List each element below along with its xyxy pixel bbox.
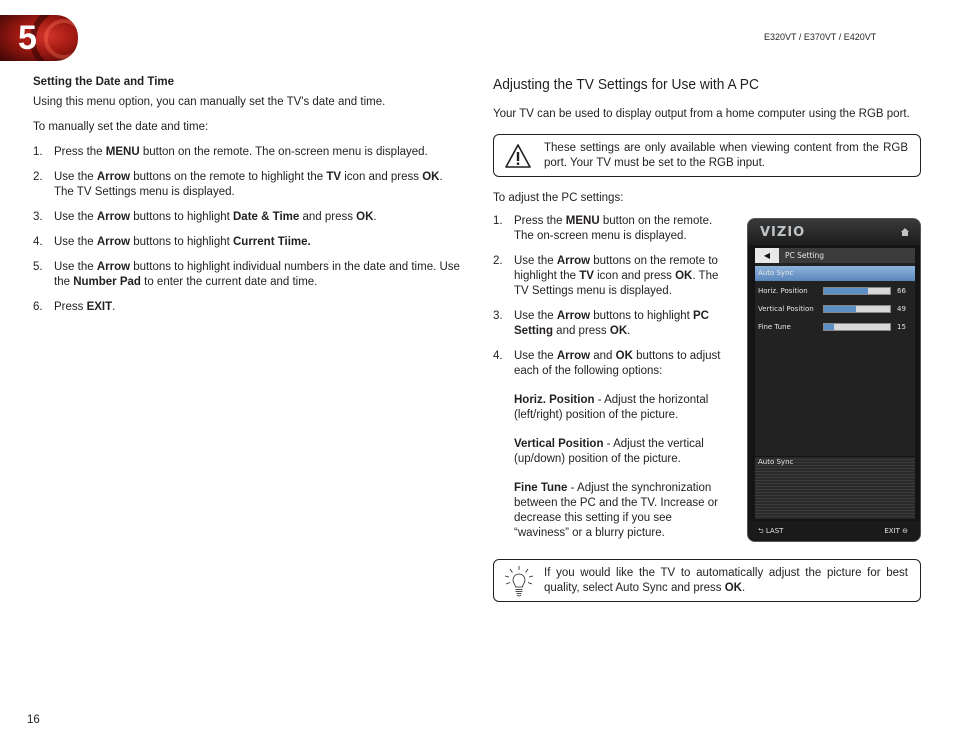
pc-lead-paragraph: To adjust the PC settings: [493,192,624,204]
bold-term: Arrow [556,350,591,362]
slider-fill [824,306,856,312]
warning-note-box [493,134,921,177]
text-fragment: Use the [54,236,97,248]
section-heading-date-time: Setting the Date and Time [33,76,175,88]
option-name: Horiz. Position [514,394,595,406]
text-fragment: Press the [514,215,566,227]
step-text [54,301,115,313]
page-number: 16 [27,714,40,726]
text-fragment: buttons to highlight individual numbers in the date and time. Use the [54,261,460,288]
text-fragment: button on the remote. The on-screen menu is displayed. [139,146,428,158]
option-name: Vertical Position [514,438,604,450]
tip-note-text [544,566,908,596]
step-number: 1. [33,146,43,158]
tv-row-label: Fine Tune [758,323,791,331]
bold-term: Arrow [556,255,591,267]
pc-settings-steps [493,214,729,541]
step-number: 5. [33,261,43,273]
step-item [33,170,463,200]
lightbulb-icon [504,565,534,599]
tv-menu-screenshot [747,218,921,542]
tv-row-label: Horiz. Position [758,287,808,295]
tv-top-bar [748,219,920,245]
tv-row-slider [823,305,891,313]
tv-row-value: 49 [897,305,906,313]
bold-term: OK [609,325,628,337]
step-number: 4. [493,350,503,362]
step-item [493,214,729,244]
text-fragment: icon and press [341,171,423,183]
text-fragment: Press the [54,146,106,158]
step-text [54,211,377,223]
step-number: 2. [493,255,503,267]
text-fragment: . [373,211,377,223]
text-fragment: button on the remote. The on-screen menu is displayed. [514,215,713,242]
model-numbers: E320VT / E370VT / E420VT [764,32,877,42]
text-fragment: Use the [514,255,557,267]
bold-term: Number Pad [73,276,141,288]
text-fragment: . The TV Settings menu is displayed. [54,171,443,198]
step-item [33,260,463,290]
step-number: 3. [33,211,43,223]
text-fragment: buttons to highlight [590,310,693,322]
step-item [493,309,729,339]
text-fragment: buttons to highlight [130,236,233,248]
tv-footer [748,521,920,541]
tv-menu-row [755,284,915,299]
step-text [54,236,311,248]
tv-row-label: Vertical Position [758,305,814,313]
step-number: 2. [33,171,43,183]
badge-swirl-decoration-inner [44,19,78,59]
step-item [493,349,729,541]
bold-term: MENU [565,215,600,227]
text-fragment: and press [299,211,357,223]
text-fragment: . [741,582,746,594]
tv-row-value: 15 [897,323,906,331]
bold-term: TV [579,270,594,282]
bold-term: PC Setting [514,310,709,337]
text-fragment: and press [552,325,610,337]
text-fragment: Use the [54,261,97,273]
back-arrow-icon: ◀ [755,248,779,263]
warning-triangle-icon [504,143,532,169]
text-fragment: . [112,301,116,313]
home-icon [900,227,910,237]
exit-icon: ⊖ [902,527,908,535]
vizio-logo: VIZIO [760,225,806,240]
tv-menu-panel [755,248,915,456]
step-text [514,255,718,297]
step-text [514,350,729,541]
text-fragment: to enter the current date and time. [140,276,318,288]
step-item [33,210,463,225]
bold-term: OK [615,350,633,362]
pc-settings-section [493,76,923,122]
step-text [54,261,460,288]
tv-menu-title: PC Setting [785,251,824,260]
tv-row-slider [823,323,891,331]
bold-term: OK [675,270,693,282]
text-fragment: . The TV Settings menu is displayed. [514,270,719,297]
text-fragment: Use the [514,310,557,322]
step-text [54,146,428,158]
step-number: 3. [493,310,503,322]
text-fragment: buttons to adjust each of the following options: [514,350,721,377]
bold-term: Arrow [96,211,131,223]
tv-menu-row [755,266,915,281]
bold-term: OK [422,171,440,183]
last-text: LAST [765,527,784,535]
tv-row-label: Auto Sync [758,269,794,277]
section-heading-pc: Adjusting the TV Settings for Use with A PC [493,76,759,93]
tv-menu-header [755,248,915,263]
last-button-label [758,521,783,541]
step-item [33,235,463,250]
tv-row-value: 66 [897,287,906,295]
bold-term: MENU [105,146,140,158]
text-fragment: icon and press [593,270,676,282]
option-description [514,393,729,423]
tv-info-label: Auto Sync [758,458,794,466]
text-fragment: . [627,325,631,337]
option-desc-text: - Adjust the horizontal (left/right) position of the picture. [514,394,709,421]
lead-paragraph: To manually set the date and time: [33,121,209,133]
option-name: Fine Tune [514,482,568,494]
bold-term: Arrow [96,261,131,273]
step-number: 4. [33,236,43,248]
tv-row-slider [823,287,891,295]
date-time-section [33,75,463,315]
bold-term: EXIT [86,301,113,313]
slider-fill [824,288,868,294]
tv-menu-row [755,320,915,335]
chapter-badge [0,15,78,61]
option-description [514,437,729,467]
last-icon: ⮌ [758,527,764,535]
text-fragment: Press [54,301,87,313]
tv-info-area [755,457,915,519]
bold-term: OK [356,211,374,223]
pc-intro-paragraph: Your TV can be used to display output from a home computer using the RGB port. [493,108,910,120]
step-text [54,171,443,198]
step-text [514,215,712,242]
text-fragment: If you would like the TV to automatically adjust the picture for best quality, select Auto Sync and press [544,567,908,594]
date-time-steps [33,145,463,315]
text-fragment: Use the [54,211,97,223]
warning-note-text: These settings are only available when viewing content from the RGB port. Your TV must be set to the RGB input. [544,142,908,169]
tv-menu-row [755,302,915,317]
text-fragment: and [590,350,616,362]
bold-term: Current Tiime. [233,236,311,248]
exit-button-label [884,521,908,541]
text-fragment: Use the [514,350,557,362]
exit-text: EXIT [884,527,900,535]
step-number: 6. [33,301,43,313]
step-number: 1. [493,215,503,227]
bold-term: TV [326,171,342,183]
slider-fill [824,324,834,330]
intro-paragraph: Using this menu option, you can manually set the TV's date and time. [33,96,386,108]
text-fragment: buttons to highlight [130,211,233,223]
bold-term: OK [724,582,742,594]
step-item [493,254,729,299]
text-fragment: buttons on the remote to highlight the [514,255,718,282]
chapter-number: 5 [18,19,37,57]
bold-term: Arrow [556,310,591,322]
step-item [33,145,463,160]
text-fragment: Use the [54,171,97,183]
text-fragment: buttons on the remote to highlight the [130,171,327,183]
tip-note-box [493,559,921,602]
bold-term: Arrow [96,171,131,183]
step-item [33,300,463,315]
bold-term: Date & Time [233,211,300,223]
bold-term: Arrow [96,236,131,248]
option-desc-text: - Adjust the vertical (up/down) position of the picture. [514,438,704,465]
step-text [514,310,709,337]
option-description [514,481,729,541]
option-desc-text: - Adjust the synchronization between the PC and the TV. Increase or decrease this setting if you see “waviness” or a blurry picture. [514,482,718,539]
